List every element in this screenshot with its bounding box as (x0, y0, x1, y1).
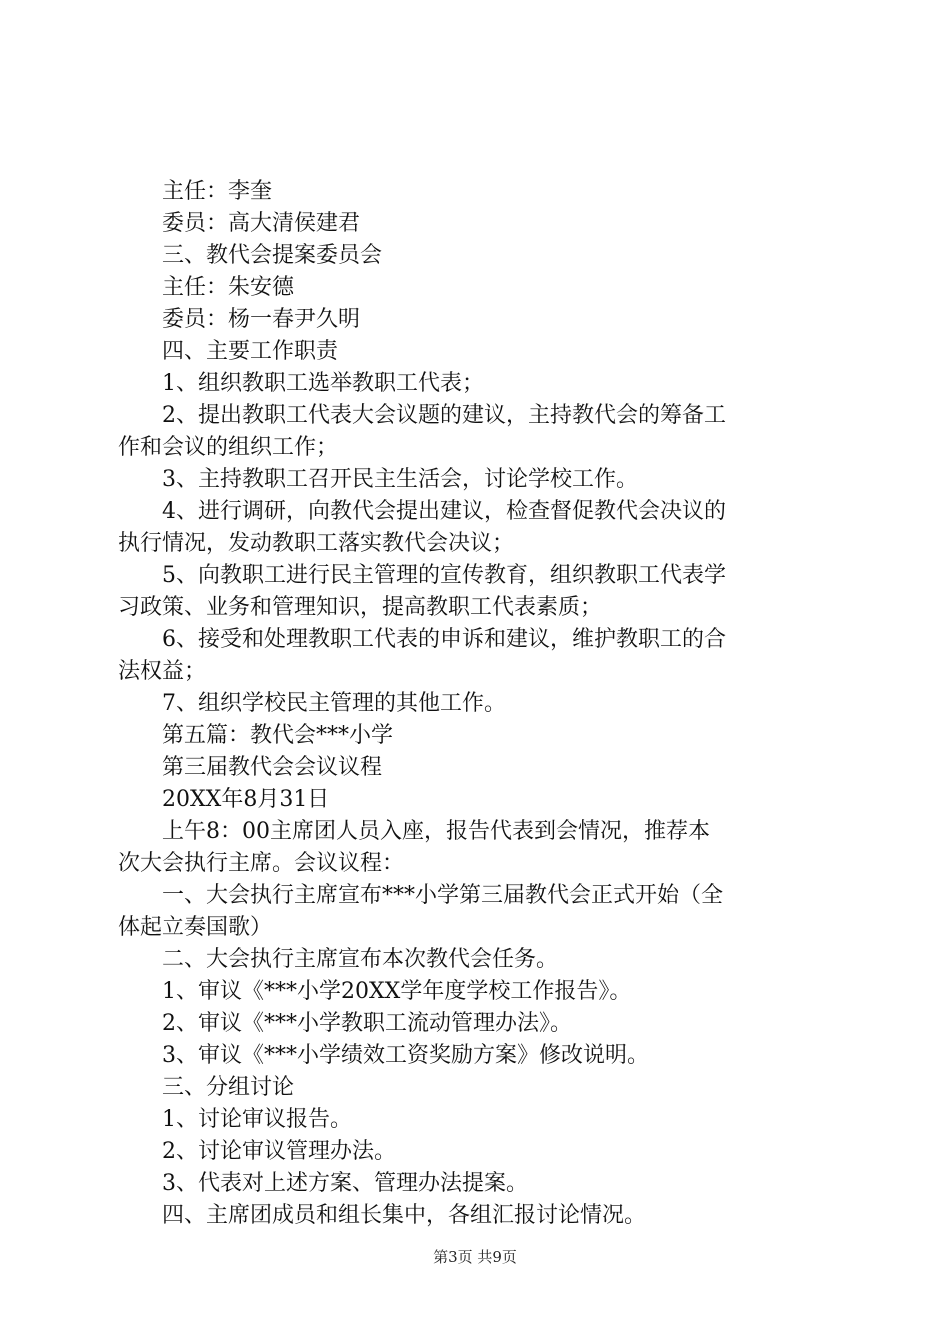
text-line: 一、大会执行主席宣布***小学第三届教代会正式开始（全 (162, 883, 724, 908)
text-line: 第三届教代会会议议程 (162, 755, 383, 780)
text-line: 习政策、业务和管理知识，提高教职工代表素质； (118, 595, 603, 620)
text-line: 体起立奏国歌） (118, 915, 273, 940)
text-line: 3、代表对上述方案、管理办法提案。 (162, 1171, 528, 1196)
text-line: 6、接受和处理教职工代表的申诉和建议，维护教职工的合 (162, 627, 726, 652)
text-line: 20XX年8月31日 (162, 787, 330, 812)
page-footer: 第3页 共9页 (433, 1248, 517, 1266)
text-line: 二、大会执行主席宣布本次教代会任务。 (162, 947, 559, 972)
text-line: 2、审议《***小学教职工流动管理办法》。 (162, 1011, 572, 1036)
text-line: 3、审议《***小学绩效工资奖励方案》修改说明。 (162, 1043, 649, 1068)
text-line: 2、讨论审议管理办法。 (162, 1139, 396, 1164)
text-line: 2、提出教职工代表大会议题的建议，主持教代会的筹备工 (162, 403, 726, 428)
text-line: 四、主席团成员和组长集中，各组汇报讨论情况。 (162, 1203, 647, 1228)
text-line: 主任：李奎 (162, 179, 273, 204)
text-line: 3、主持教职工召开民主生活会，讨论学校工作。 (162, 467, 638, 492)
text-line: 7、组织学校民主管理的其他工作。 (162, 691, 506, 716)
text-line: 委员：高大清侯建君 (162, 211, 361, 236)
text-line: 1、审议《***小学20XX学年度学校工作报告》。 (162, 979, 632, 1004)
document-body (118, 176, 834, 1232)
text-line: 执行情况，发动教职工落实教代会决议； (118, 531, 515, 556)
text-line: 次大会执行主席。会议议程： (118, 851, 405, 876)
text-line: 三、教代会提案委员会 (162, 243, 383, 268)
text-line: 四、主要工作职责 (162, 339, 339, 364)
text-line: 1、讨论审议报告。 (162, 1107, 352, 1132)
text-line: 1、组织教职工选举教职工代表； (162, 371, 484, 396)
text-line: 第五篇：教代会***小学 (162, 723, 394, 748)
text-line: 上午8：00主席团人员入座，报告代表到会情况，推荐本 (162, 819, 710, 844)
text-line: 4、进行调研，向教代会提出建议，检查督促教代会决议的 (162, 499, 726, 524)
text-line: 5、向教职工进行民主管理的宣传教育，组织教职工代表学 (162, 563, 726, 588)
text-line: 三、分组讨论 (162, 1075, 295, 1100)
text-line: 委员：杨一春尹久明 (162, 307, 361, 332)
text-line: 法权益； (118, 659, 207, 684)
text-line: 作和会议的组织工作； (118, 435, 339, 460)
text-line: 主任：朱安德 (162, 275, 295, 300)
